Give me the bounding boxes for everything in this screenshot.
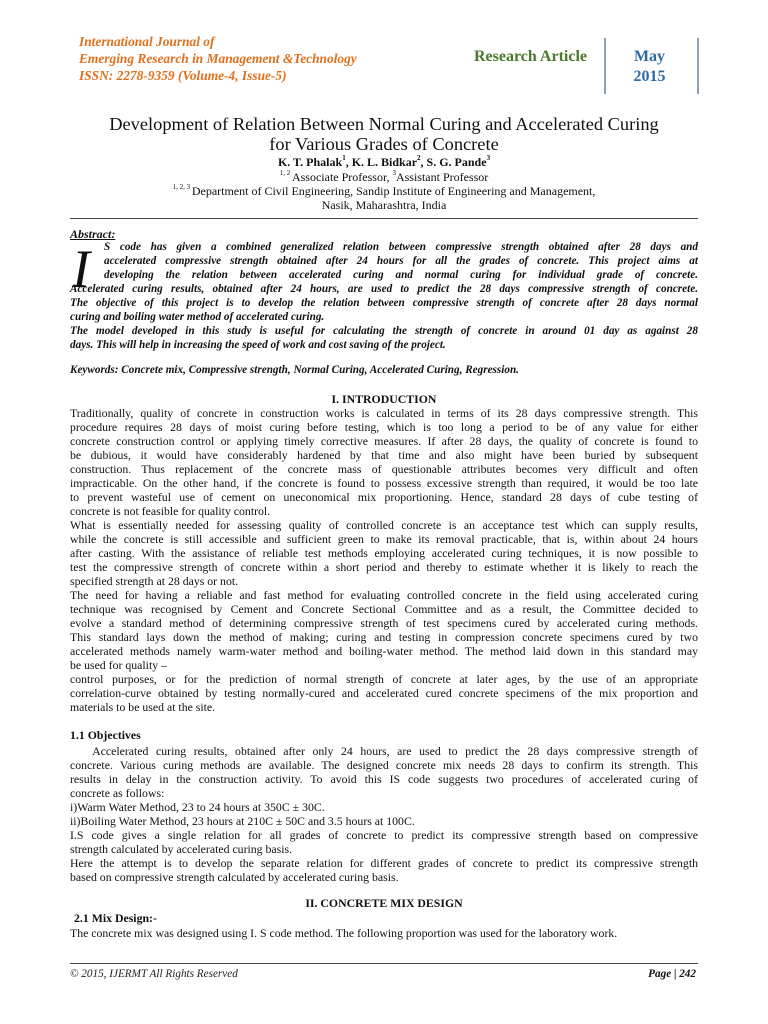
intro-line: correlation-curve obtained by testing normally-cured and accelerated cured concrete specimens of the mix proportion and xyxy=(70,686,698,700)
roles-sup-2: 3 xyxy=(392,169,396,177)
intro-line: concrete is not feasible for quality control. xyxy=(70,504,271,518)
abstract-line: Accelerated curing results, obtained after 24 hours, are used to predict the 28 days compressive strength of concrete. xyxy=(70,283,698,295)
roles-text-2: Assistant Professor xyxy=(395,170,489,184)
abstract-line: curing and boiling water method of accelerated curing. xyxy=(70,311,325,323)
intro-line: test the compressive strength of concrete within a short period and thereby to estimate whether it is likely to reach the xyxy=(70,560,698,574)
intro-line: while the concrete is still accessible and sufficient green to make its removal practicable, that is, within about 24 hours xyxy=(70,532,698,546)
abstract-dropcap: I xyxy=(72,239,90,299)
dept-sup: 1, 2, 3 xyxy=(172,183,192,191)
abstract-line: accelerated compressive strength obtained after 24 hours for all the grades of concrete. This project aims at xyxy=(104,255,698,267)
affiliation-department xyxy=(40,184,728,198)
header-divider-2 xyxy=(697,38,699,94)
abstract-heading: Abstract: xyxy=(70,227,116,241)
author-2: K. L. Bidkar xyxy=(351,155,418,169)
intro-line: Traditionally, quality of concrete in construction works is calculated in terms of its 28 days compressive strength. This xyxy=(70,406,698,420)
intro-line: specified strength at 28 days or not. xyxy=(70,574,239,588)
mix-design-line: The concrete mix was designed using I. S code method. The following proportion was used for the laboratory work. xyxy=(70,926,618,940)
journal-info xyxy=(79,33,439,84)
author-2-sup: 2 xyxy=(417,154,421,162)
objectives-line: concrete. Various curing methods are available. The designed concrete mix needs 28 days to confirm its strength. This xyxy=(70,758,698,772)
intro-line: construction. Thus replacement of the concrete mass of questionable attributes becomes very difficult and often xyxy=(70,462,698,476)
abstract-line: developing the relation between accelerated curing and normal curing for individual grade of concrete. xyxy=(104,269,698,281)
objectives-line: ii)Boiling Water Method, 23 hours at 210C ± 50C and 3.5 hours at 100C. xyxy=(70,814,415,828)
author-1: K. T. Phalak xyxy=(277,155,343,169)
journal-issn: ISSN: 2278-9359 (Volume-4, Issue-5) xyxy=(79,68,287,83)
intro-line: materials to be used at the site. xyxy=(70,700,216,714)
intro-line: accelerated methods namely warm-water method and boiling-water method. The method laid down in this standard may xyxy=(70,644,698,658)
title-line-1: Development of Relation Between Normal Curing and Accelerated Curing xyxy=(109,114,659,134)
author-roles xyxy=(40,170,728,184)
author-list xyxy=(40,155,728,170)
objectives-line: concrete as follows: xyxy=(70,786,165,800)
article-type-label: Research Article xyxy=(474,48,587,65)
publication-year: 2015 xyxy=(633,68,666,85)
paper-title xyxy=(40,114,728,154)
header-divider-1 xyxy=(604,38,606,94)
objectives-line: I.S code gives a single relation for all grades of concrete to predict its compressive strength based on compressive xyxy=(70,828,698,842)
journal-name-line2: Emerging Research in Management &Technology xyxy=(79,51,357,66)
author-3: S. G. Pande xyxy=(426,155,487,169)
title-line-2: for Various Grades of Concrete xyxy=(269,134,499,154)
intro-line: This standard lays down the method of making; curing and testing in compression concrete specimens cured by two xyxy=(70,630,698,644)
author-1-sup: 1 xyxy=(342,154,346,162)
publication-date xyxy=(612,47,687,87)
intro-line: be dubious, it would have considerably hardened by that time and also might have been buried by subsequent xyxy=(70,448,698,462)
author-3-sup: 3 xyxy=(486,154,491,162)
roles-sup-1: 1, 2 xyxy=(279,169,292,177)
title-rule xyxy=(70,218,698,219)
abstract-line: days. This will help in increasing the speed of work and cost saving of the project. xyxy=(70,339,446,351)
intro-line: after casting. With the assistance of reliable test methods employing accelerated curing techniques, it is now possible to xyxy=(70,546,698,560)
author-sep-2: , xyxy=(420,155,427,169)
affiliation-location: Nasik, Maharashtra, India xyxy=(321,198,447,212)
section-heading-introduction: I. INTRODUCTION xyxy=(331,392,437,406)
page-number: Page | 242 xyxy=(648,968,696,980)
subsection-heading-objectives: 1.1 Objectives xyxy=(70,728,141,742)
objectives-line: strength calculated by accelerated curing basis. xyxy=(70,842,293,856)
objectives-line: results in delay in the construction activity. To avoid this IS code suggests two procedures of accelerated curing of xyxy=(70,772,698,786)
intro-line: evolve a standard method of determining compressive strength of test specimens cured by accelerated curing methods. xyxy=(70,616,698,630)
publication-month: May xyxy=(633,48,666,65)
intro-line: technique was recognised by Cement and Concrete Sectional Committee and as a result, the Committee decided to xyxy=(70,602,698,616)
abstract-line: The model developed in this study is useful for calculating the strength of concrete in around 01 day as against 28 xyxy=(70,325,698,337)
roles-text-1: Associate Professor, xyxy=(291,170,393,184)
intro-line: to prevent wasteful use of cement on uneconomical mix proportioning. Hence, standard 28 days of cube testing of xyxy=(70,490,698,504)
section-heading-mix-design: II. CONCRETE MIX DESIGN xyxy=(305,896,463,910)
author-sep-1: , xyxy=(345,155,352,169)
footer-rule xyxy=(70,963,698,964)
dept-text: Department of Civil Engineering, Sandip Institute of Engineering and Management, xyxy=(191,184,596,198)
intro-line: concrete construction control or applying timely corrective measures. If after 28 days, the quality of concrete is found to xyxy=(70,434,698,448)
objectives-line: Here the attempt is to develop the separate relation for different grades of concrete to predict its compressive strength xyxy=(70,856,698,870)
objectives-line: i)Warm Water Method, 23 to 24 hours at 350C ± 30C. xyxy=(70,800,325,814)
subsection-heading-mix-design: 2.1 Mix Design:- xyxy=(74,911,157,925)
intro-line: procedure requires 28 days of moist curing before testing, which is too long a period to be of any value for either xyxy=(70,420,698,434)
abstract-line: The objective of this project is to develop the relation between compressive strength of concrete after 28 days normal xyxy=(70,297,698,309)
keywords: Keywords: Concrete mix, Compressive strength, Normal Curing, Accelerated Curing, Regression. xyxy=(70,364,519,376)
abstract-line: S code has given a combined generalized relation between compressive strength obtained after 28 days and xyxy=(104,241,698,253)
intro-line: The need for having a reliable and fast method for evaluating controlled concrete in the field using accelerated curing xyxy=(70,588,698,602)
objectives-line: based on compressive strength calculated by accelerated curing basis. xyxy=(70,870,399,884)
intro-line: control purposes, or for the prediction of normal strength of concrete at later ages, by the use of an appropriate xyxy=(70,672,698,686)
objectives-line: Accelerated curing results, obtained after only 24 hours, are used to predict the 28 days compressive strength of xyxy=(70,744,698,758)
journal-name-line1: International Journal of xyxy=(79,34,215,49)
intro-line: be used for quality – xyxy=(70,658,167,672)
copyright: © 2015, IJERMT All Rights Reserved xyxy=(70,968,238,980)
intro-line: What is essentially needed for assessing quality of controlled concrete is an acceptance test which can supply results, xyxy=(70,518,698,532)
intro-line: impracticable. On the other hand, if the concrete is found to possess excessive strength than required, it would be too late xyxy=(70,476,698,490)
